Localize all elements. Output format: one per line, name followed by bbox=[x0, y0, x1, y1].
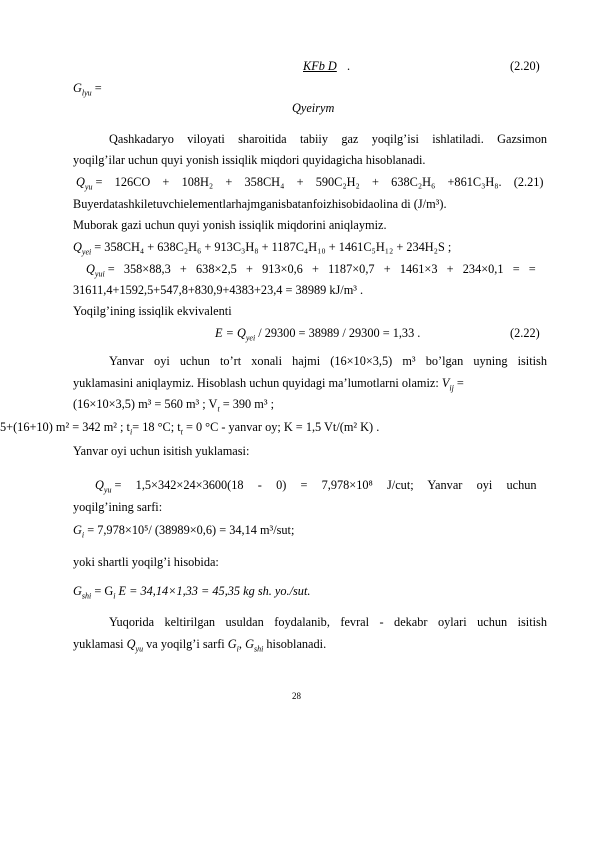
formula-body: = G bbox=[94, 584, 114, 598]
g-subscript: i bbox=[81, 530, 85, 540]
t-subscript: i bbox=[129, 427, 133, 437]
page-number: 28 bbox=[292, 691, 301, 701]
g-symbol: G bbox=[73, 584, 82, 598]
q-symbol: Q bbox=[73, 240, 82, 254]
paragraph-line bbox=[73, 637, 326, 656]
paragraph-line: Buyerdatashkiletuvchielementlarhajmganisbatanfoizhisobidaolina di (J/m³). bbox=[73, 197, 447, 211]
paragraph-text: = 390 m³ ; bbox=[222, 397, 275, 411]
paragraph-text: 5+(16+10) m² = 342 m² ; t bbox=[0, 420, 130, 434]
t-subscript: t bbox=[180, 427, 183, 437]
formula-line bbox=[215, 326, 420, 345]
paragraph-text: (16×10×3,5) m³ = 560 m³ ; V bbox=[73, 397, 218, 411]
q-subscript: yu bbox=[84, 182, 93, 192]
q-symbol: Q bbox=[76, 175, 85, 189]
g-subscript: i bbox=[236, 644, 239, 654]
g-symbol: G bbox=[73, 523, 82, 537]
g-subscript: lyu bbox=[81, 88, 92, 98]
g-symbol: G bbox=[73, 81, 82, 95]
v-symbol: V bbox=[441, 376, 450, 390]
paragraph-line bbox=[0, 420, 379, 439]
v-subscript: t bbox=[217, 404, 220, 414]
equation-number: (2.22) bbox=[510, 326, 540, 340]
paragraph-line bbox=[73, 397, 274, 416]
equals-sign: = bbox=[456, 376, 464, 390]
g-symbol: G bbox=[227, 637, 237, 651]
paragraph-text: hisoblanadi. bbox=[266, 637, 327, 651]
g-subscript: shi bbox=[81, 591, 92, 601]
formula-line bbox=[95, 478, 547, 497]
formula-body: = 358×88,3 + 638×2,5 + 913×0,6 + 1187×0,7 + 1461×3 + 234×0,1 = = bbox=[107, 262, 536, 276]
equals-sign: = bbox=[94, 81, 102, 95]
paragraph-text: = 18 °C; t bbox=[132, 420, 181, 434]
q-subscript: yei bbox=[81, 247, 92, 257]
paragraph-line: Yanvar oyi uchun isitish yuklamasi: bbox=[73, 444, 250, 458]
formula-body: = 7,978×10⁵/ (38989×0,6) = 34,14 m³/sut; bbox=[87, 523, 295, 537]
formula-body: E = 34,14×1,33 = 45,35 kg sh. yo./sut. bbox=[118, 584, 311, 598]
paragraph-text: = 0 °C - yanvar oy; K = 1,5 Vt/(m² K) . bbox=[185, 420, 380, 434]
paragraph-text: yuklamasini aniqlaymiz. Hisoblash uchun quyidagi ma’lumotlarni olamiz: bbox=[73, 376, 439, 390]
paragraph-line: yoki shartli yoqilg’i hisobida: bbox=[73, 555, 219, 569]
equation-number: (2.20) bbox=[510, 59, 540, 73]
paragraph-text: va yoqilg’i sarfi bbox=[146, 637, 225, 651]
formula-body: / 29300 = 38989 / 29300 = 1,33 . bbox=[258, 326, 421, 340]
q-symbol: Q bbox=[126, 637, 136, 651]
formula-line bbox=[86, 262, 548, 281]
q-subscript: yu bbox=[103, 485, 112, 495]
formula-body: = 1,5×342×24×3600(18 - 0) = 7,978×10⁸ J/cut; Yanvar oyi uchun bbox=[114, 478, 537, 492]
q-symbol: Q bbox=[86, 262, 95, 276]
paragraph-line: Yuqorida keltirilgan usuldan foydalanib, fevral - dekabr oylari uchun isitish bbox=[109, 615, 547, 629]
paragraph-line: Yanvar oyi uchun to’rt xonali hajmi (16×10×3,5) m³ bo’lgan uyning isitish bbox=[109, 354, 547, 368]
formula-lhs bbox=[73, 81, 102, 100]
formula-line bbox=[73, 523, 294, 542]
paragraph-line: Yoqilg’ining issiqlik ekvivalenti bbox=[73, 304, 232, 318]
formula-line bbox=[76, 175, 548, 194]
comma: , bbox=[238, 637, 242, 651]
v-subscript: ij bbox=[449, 383, 454, 393]
q-subscript: yei bbox=[245, 333, 256, 343]
formula-numerator bbox=[303, 59, 337, 74]
paragraph-line bbox=[73, 376, 464, 395]
formula-body: = 358CH₄ + 638C₂H₆ + 913C₃H₈ + 1187C₄H₁₀ + 1461C₅H₁₂ + 234H₂S ; bbox=[94, 240, 452, 254]
q-subscript: yui bbox=[94, 269, 105, 279]
paragraph-line: yoqilg’ining sarfi: bbox=[73, 500, 163, 514]
formula-result: 31611,4+1592,5+547,8+830,9+4383+23,4 = 38989 kJ/m³ . bbox=[73, 283, 364, 297]
formula-lhs: E = Q bbox=[215, 326, 246, 340]
formula-denominator: Qyeirym bbox=[292, 101, 335, 115]
numerator-text: KFb D bbox=[303, 59, 337, 73]
g-subscript: shi bbox=[253, 644, 264, 654]
formula-dot: . bbox=[347, 59, 351, 73]
formula-line bbox=[73, 584, 310, 603]
formula-body: = 126CO + 108H₂ + 358CH₄ + 590C₂H₂ + 638C₂H₆ +861C₃H₈. (2.21) bbox=[95, 175, 544, 189]
formula-line bbox=[73, 240, 451, 259]
g-symbol: G bbox=[245, 637, 254, 651]
q-subscript: yu bbox=[135, 644, 144, 654]
paragraph-line: yoqilg’ilar uchun quyi yonish issiqlik miqdori quyidagicha hisoblanadi. bbox=[73, 153, 426, 167]
q-symbol: Q bbox=[95, 478, 104, 492]
paragraph-text: yuklamasi bbox=[73, 637, 124, 651]
paragraph-line: Muborak gazi uchun quyi yonish issiqlik miqdorini aniqlaymiz. bbox=[73, 218, 387, 232]
paragraph-line: Qashkadaryo viloyati sharoitida tabiiy gaz yoqilg’isi ishlatiladi. Gazsimon bbox=[109, 132, 547, 146]
g-subscript: i bbox=[113, 591, 116, 601]
